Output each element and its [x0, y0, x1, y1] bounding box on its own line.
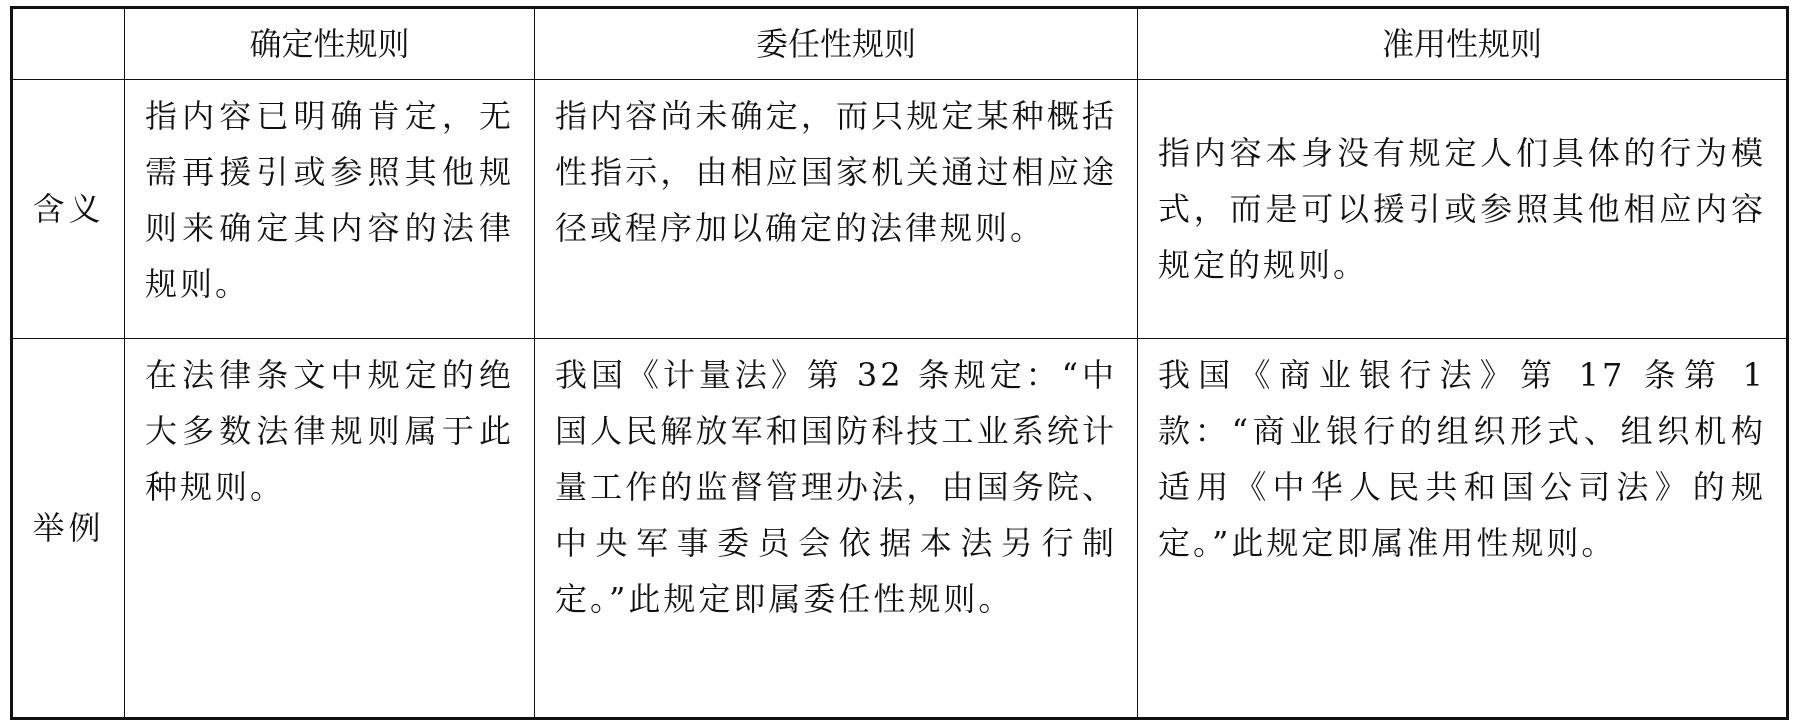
header-referential-rule: 准用性规则: [1138, 8, 1788, 80]
row-label-example: 举例: [12, 339, 125, 719]
cell-meaning-determinate: 指内容已明确肯定，无需再援引或参照其他规则来确定其内容的法律规则。: [125, 80, 535, 339]
header-delegated-rule: 委任性规则: [535, 8, 1138, 80]
rules-comparison-table-container: [10, 6, 1786, 687]
corner-cell: [12, 8, 125, 80]
row-label-meaning: 含义: [12, 80, 125, 339]
table-row-meaning: [12, 80, 1788, 339]
cell-example-referential: 我国《商业银行法》第 17 条第 1 款：“商业银行的组织形式、组织机构适用《中华人民共和国公司法》的规定。”此规定即属准用性规则。: [1138, 339, 1788, 719]
rules-comparison-table: [10, 6, 1789, 720]
table-row-example: [12, 339, 1788, 719]
cell-meaning-referential: 指内容本身没有规定人们具体的行为模式，而是可以援引或参照其他相应内容规定的规则。: [1138, 80, 1788, 339]
cell-example-delegated: 我国《计量法》第 32 条规定：“中国人民解放军和国防科技工业系统计量工作的监督管理办法，由国务院、中央军事委员会依据本法另行制定。”此规定即属委任性规则。: [535, 339, 1138, 719]
cell-example-determinate: 在法律条文中规定的绝大多数法律规则属于此种规则。: [125, 339, 535, 719]
header-row: [12, 8, 1788, 80]
header-determinate-rule: 确定性规则: [125, 8, 535, 80]
cell-meaning-delegated: 指内容尚未确定，而只规定某种概括性指示，由相应国家机关通过相应途径或程序加以确定的法律规则。: [535, 80, 1138, 339]
